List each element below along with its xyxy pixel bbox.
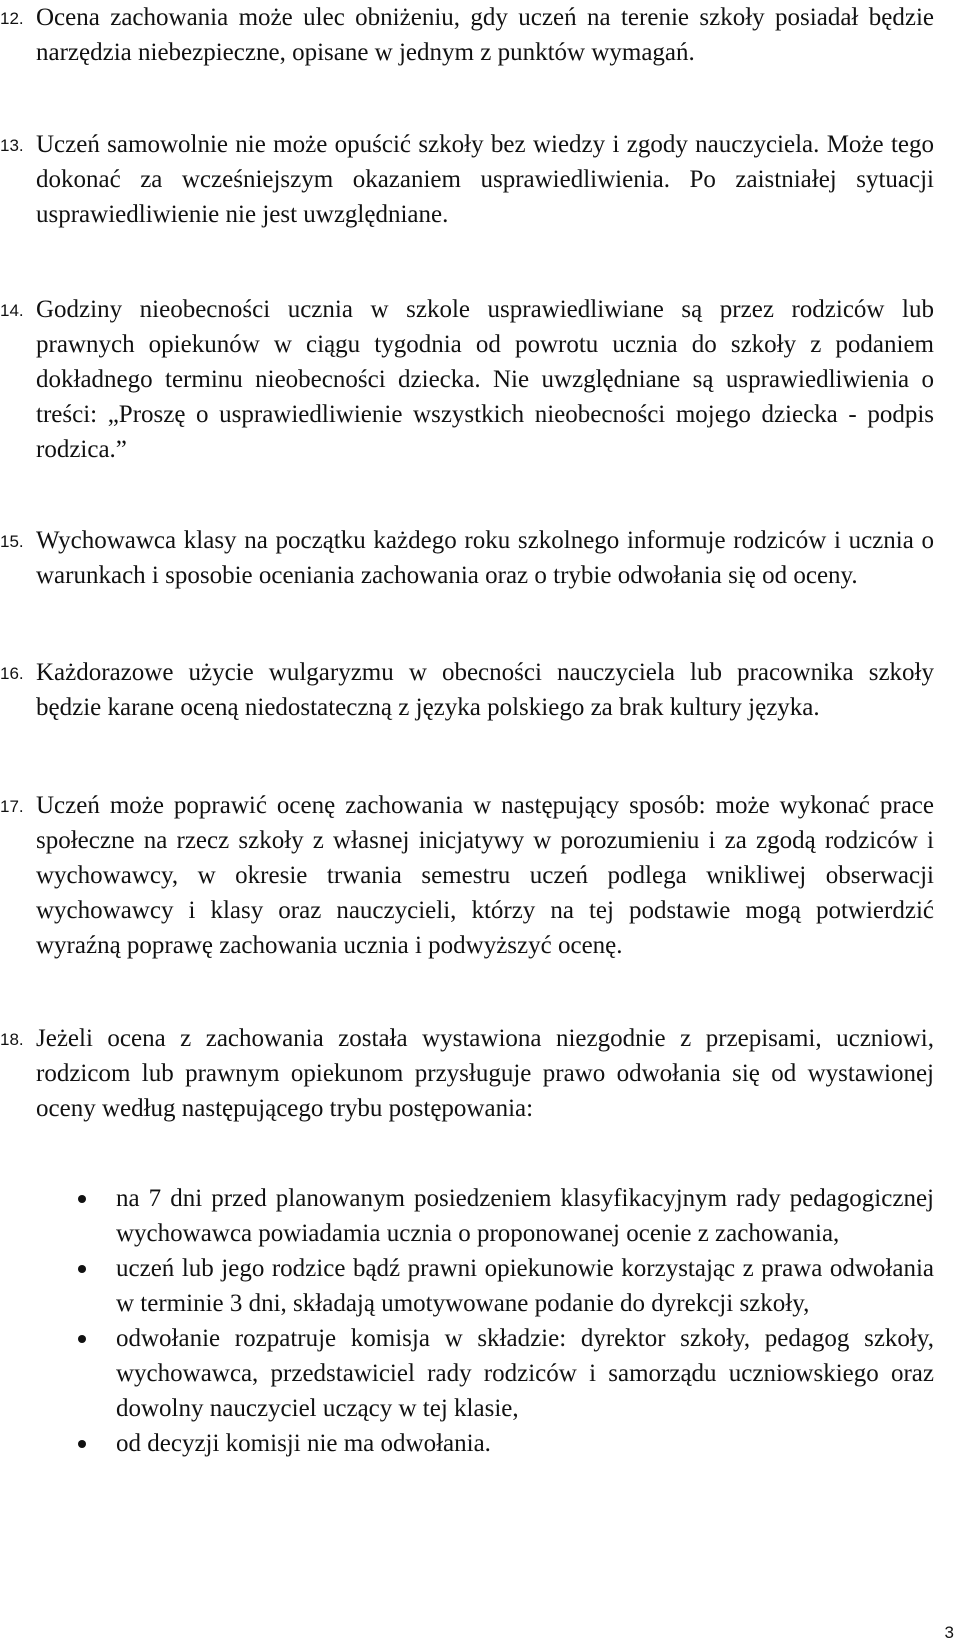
page-number: 3 <box>944 1623 954 1642</box>
item-text: Każdorazowe użycie wulgaryzmu w obecności nauczyciela lub pracownika szkoły będzie karane oceną niedostateczną z języka polskiego za brak kultury języka. <box>36 659 934 721</box>
bullet-dot-icon <box>78 1335 86 1343</box>
list-item-15 <box>0 523 934 593</box>
appeal-procedure-list <box>78 1181 934 1461</box>
bullet-item <box>78 1251 934 1321</box>
bullet-dot-icon <box>78 1195 86 1203</box>
item-number: 14. <box>0 301 24 320</box>
bullet-dot-icon <box>78 1440 86 1448</box>
item-number: 12. <box>0 9 24 28</box>
bullet-text: odwołanie rozpatruje komisja w składzie: dyrektor szkoły, pedagog szkoły, wychowawca, przedstawiciel rady rodziców i samorządu uczniowskiego oraz dowolny nauczyciel uczący w tej klasie, <box>116 1325 934 1422</box>
item-text: Ocena zachowania może ulec obniżeniu, gdy uczeń na terenie szkoły posiadał będzie narzędzia niebezpieczne, opisane w jednym z punktów wymagań. <box>36 4 934 66</box>
item-text: Godziny nieobecności ucznia w szkole usprawiedliwiane są przez rodziców lub prawnych opiekunów w ciągu tygodnia od powrotu ucznia do szkoły z podaniem dokładnego terminu nieobecności dziecka. Nie uwzględniane są usprawiedliwienia o treści: „Proszę o usprawiedliwienie wszystkich nieobecności mojego dziecka - podpis rodzica.” <box>36 296 934 463</box>
item-number: 17. <box>0 797 24 816</box>
item-text: Uczeń może poprawić ocenę zachowania w następujący sposób: może wykonać prace społeczne na rzecz szkoły z własnej inicjatywy w porozumieniu i za zgodą rodziców i wychowawcy, w okresie trwania semestru uczeń podlega wnikliwej obserwacji wychowawcy i klasy oraz nauczycieli, którzy na tej podstawie mogą potwierdzić wyraźną poprawę zachowania ucznia i podwyższyć ocenę. <box>36 792 934 959</box>
list-item-14 <box>0 292 934 467</box>
item-number: 13. <box>0 136 24 155</box>
item-number: 15. <box>0 532 24 551</box>
list-item-17 <box>0 788 934 963</box>
item-number: 16. <box>0 664 24 683</box>
bullet-dot-icon <box>78 1265 86 1273</box>
bullet-item <box>78 1426 934 1461</box>
list-item-12 <box>0 0 934 70</box>
item-text: Wychowawca klasy na początku każdego roku szkolnego informuje rodziców i ucznia o warunkach i sposobie oceniania zachowania oraz o trybie odwołania się od oceny. <box>36 527 934 589</box>
bullet-text: uczeń lub jego rodzice bądź prawni opiekunowie korzystając z prawa odwołania w terminie 3 dni, składają umotywowane podanie do dyrekcji szkoły, <box>116 1255 934 1317</box>
bullet-item <box>78 1181 934 1251</box>
bullet-item <box>78 1321 934 1426</box>
list-item-16 <box>0 655 934 725</box>
item-text: Jeżeli ocena z zachowania została wystawiona niezgodnie z przepisami, uczniowi, rodzicom lub prawnym opiekunom przysługuje prawo odwołania się od wystawionej oceny według następującego trybu postępowania: <box>36 1025 934 1122</box>
bullet-text: na 7 dni przed planowanym posiedzeniem klasyfikacyjnym rady pedagogicznej wychowawca powiadamia ucznia o proponowanej ocenie z zachowania, <box>116 1185 934 1247</box>
list-item-18 <box>0 1021 934 1126</box>
item-number: 18. <box>0 1030 24 1049</box>
bullet-text: od decyzji komisji nie ma odwołania. <box>116 1430 491 1457</box>
list-item-13 <box>0 127 934 232</box>
item-text: Uczeń samowolnie nie może opuścić szkoły bez wiedzy i zgody nauczyciela. Może tego dokonać za wcześniejszym okazaniem usprawiedliwienia. Po zaistniałej sytuacji usprawiedliwienie nie jest uwzględniane. <box>36 131 934 228</box>
